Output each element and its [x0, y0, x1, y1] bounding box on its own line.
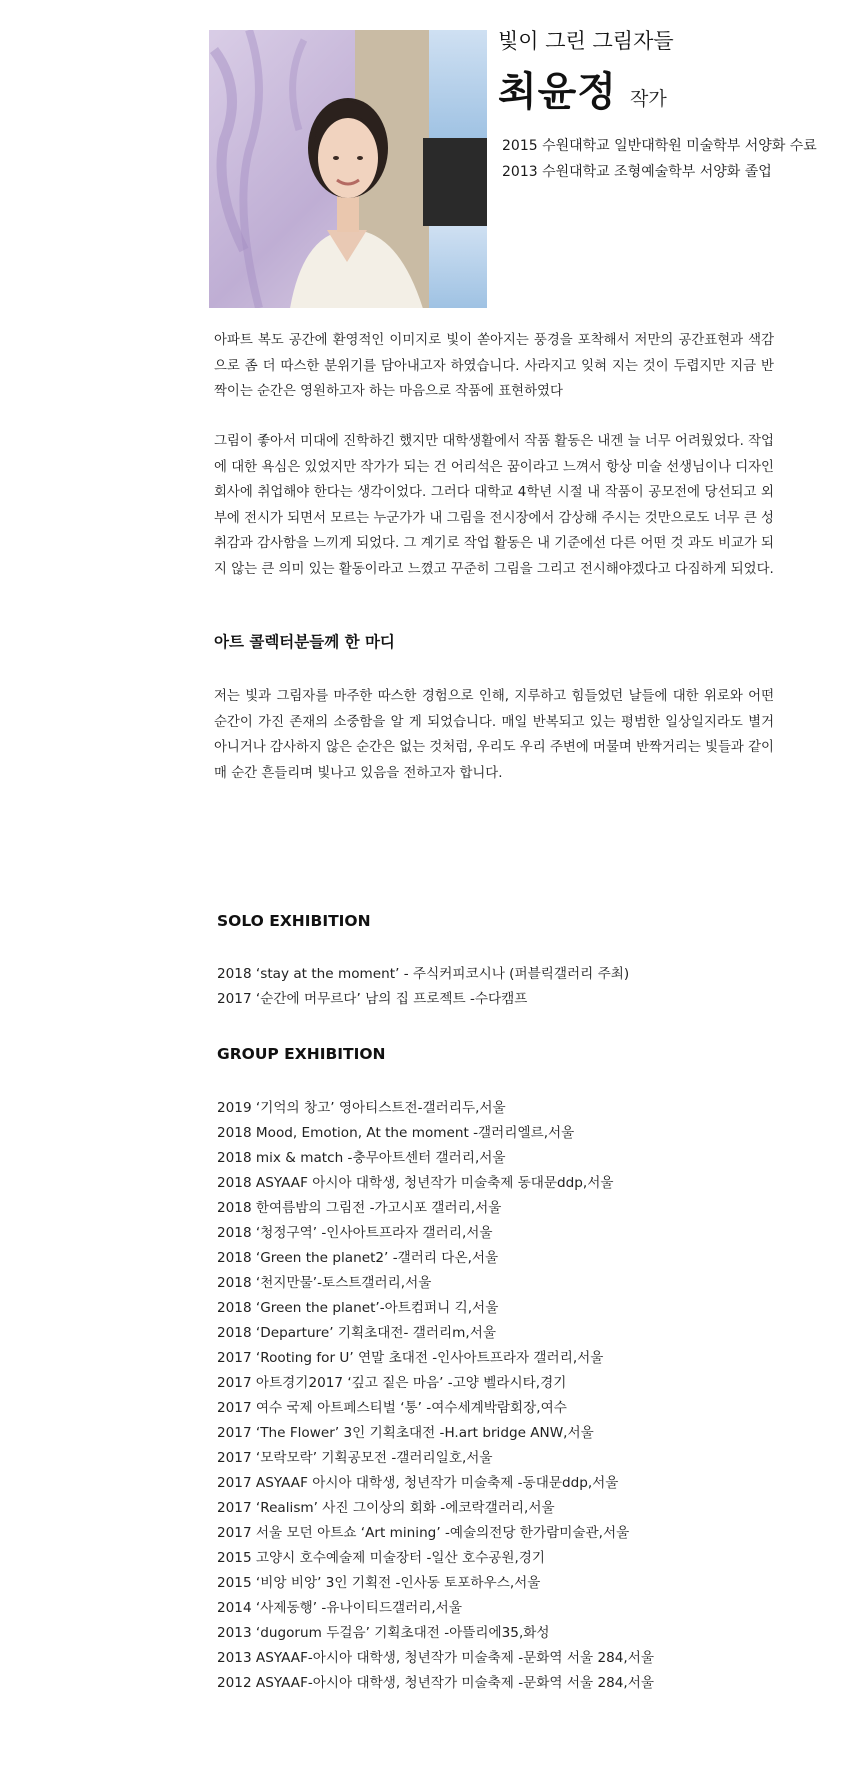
list-item: 2017 아트경기2017 ‘깊고 짙은 마음’ -고양 벨라시타,경기 — [217, 1375, 567, 1391]
artist-name-row — [498, 60, 667, 117]
list-item: 2017 ‘The Flower’ 3인 기획초대전 -H.art bridge ANW,서울 — [217, 1425, 594, 1441]
collector-message: 저는 빛과 그림자를 마주한 따스한 경험으로 인해, 지루하고 힘들었던 날들에 대한 위로와 어떤 순간이 가진 존재의 소중함을 알 게 되었습니다. 매일 반복되고 있는 평범한 일상일지라도 별거 아니거나 감사하지 않은 순간은 없는 것처럼, 우리도 우리 주변에 머물며 반짝거리는 빛들과 같이 매 순간 흔들리며 빛나고 있음을 전하고자 합니다. — [214, 689, 774, 781]
list-item: 2013 ‘dugorum 두걸음’ 기획초대전 -아뜰리에35,화성 — [217, 1625, 550, 1641]
list-item: 2018 mix & match -충무아트센터 갤러리,서울 — [217, 1150, 506, 1166]
list-item: 2018 Mood, Emotion, At the moment -갤러리엘르,서울 — [217, 1125, 575, 1141]
list-item: 2017 서울 모던 아트쇼 ‘Art mining’ -예술의전당 한가람미술관,서울 — [217, 1525, 630, 1541]
list-item: 2018 ‘stay at the moment’ - 주식커피코시나 (퍼블릭갤러리 주최) — [217, 966, 630, 982]
list-item: 2017 ‘Rooting for U’ 연말 초대전 -인사아트프라자 갤러리,서울 — [217, 1350, 604, 1366]
education-item: 2013 수원대학교 조형예술학부 서양화 졸업 — [502, 164, 772, 180]
list-item: 2017 ‘모락모락’ 기획공모전 -갤러리일호,서울 — [217, 1450, 493, 1466]
list-item: 2019 ‘기억의 창고’ 영아티스트전-갤러리두,서울 — [217, 1100, 506, 1116]
list-item: 2018 한여름밤의 그림전 -가고시포 갤러리,서울 — [217, 1200, 502, 1216]
list-item: 2014 ‘사제동행’ -유나이티드갤러리,서울 — [217, 1600, 462, 1616]
list-item: 2018 ‘청정구역’ -인사아트프라자 갤러리,서울 — [217, 1225, 493, 1241]
exhibition-tagline: 빛이 그린 그림자들 — [498, 29, 674, 53]
list-item: 2018 ‘Departure’ 기획초대전- 갤러리m,서울 — [217, 1325, 496, 1341]
solo-exhibition-title: SOLO EXHIBITION — [217, 912, 371, 930]
list-item: 2018 ‘Green the planet’-아트컴퍼니 긱,서울 — [217, 1300, 499, 1316]
artist-photo — [209, 30, 487, 308]
list-item: 2013 ASYAAF-아시아 대학생, 청년작가 미술축제 -문화역 서울 284,서울 — [217, 1650, 654, 1666]
list-item: 2017 ‘Realism’ 사진 그이상의 회화 -에코락갤러리,서울 — [217, 1500, 555, 1516]
group-exhibition-list — [217, 1096, 654, 1696]
list-item: 2017 여수 국제 아트페스티벌 ‘통’ -여수세계박람회장,여수 — [217, 1400, 567, 1416]
list-item: 2018 ASYAAF 아시아 대학생, 청년작가 미술축제 동대문ddp,서울 — [217, 1175, 614, 1191]
portrait-icon — [209, 30, 487, 308]
statement-paragraph: 그림이 좋아서 미대에 진학하긴 했지만 대학생활에서 작품 활동은 내겐 늘 너무 어려웠었다. 작업에 대한 욕심은 있었지만 작가가 되는 건 어리석은 꿈이라고 느껴서 항상 미술 선생님이나 디자인 회사에 취업해야 한다는 생각이었다. 그러다 대학교 4학년 시절 내 작품이 공모전에 당선되고 외부에 전시가 되면서 모르는 누군가가 내 그림을 전시장에서 감상해 주시는 것만으로도 너무 큰 성취감과 감사함을 느끼게 되었다. 그 계기로 작업 활동은 내 기준에선 다른 어떤 것 과도 비교가 되지 않는 큰 의미 있는 활동이라고 느꼈고 꾸준히 그림을 그리고 전시해야겠다고 다짐하게 되었다. — [214, 434, 774, 577]
list-item: 2018 ‘Green the planet2’ -갤러리 다온,서울 — [217, 1250, 499, 1266]
list-item: 2017 ‘순간에 머무르다’ 남의 집 프로젝트 -수다캠프 — [217, 991, 528, 1007]
list-item: 2017 ASYAAF 아시아 대학생, 청년작가 미술축제 -동대문ddp,서울 — [217, 1475, 619, 1491]
list-item: 2015 고양시 호수예술제 미술장터 -일산 호수공원,경기 — [217, 1550, 546, 1566]
statement-paragraph: 아파트 복도 공간에 환영적인 이미지로 빛이 쏟아지는 풍경을 포착해서 저만의 공간표현과 색감으로 좀 더 따스한 분위기를 담아내고자 하였습니다. 사라지고 잊혀 지는 것이 두렵지만 지금 반짝이는 순간은 영원하고자 하는 마음으로 작품에 표현하였다 — [214, 333, 774, 399]
list-item: 2012 ASYAAF-아시아 대학생, 청년작가 미술축제 -문화역 서울 284,서울 — [217, 1675, 654, 1691]
group-exhibition-title: GROUP EXHIBITION — [217, 1045, 386, 1063]
artist-role: 작가 — [630, 88, 667, 110]
solo-exhibition-list — [217, 962, 629, 1012]
list-item: 2018 ‘천지만물’-토스트갤러리,서울 — [217, 1275, 432, 1291]
collector-heading: 아트 콜렉터분들께 한 마디 — [214, 633, 395, 651]
education-list — [502, 133, 817, 185]
artist-name: 최윤정 — [498, 69, 617, 115]
list-item: 2015 ‘비앙 비앙’ 3인 기획전 -인사동 토포하우스,서울 — [217, 1575, 541, 1591]
education-item: 2015 수원대학교 일반대학원 미술학부 서양화 수료 — [502, 138, 817, 154]
